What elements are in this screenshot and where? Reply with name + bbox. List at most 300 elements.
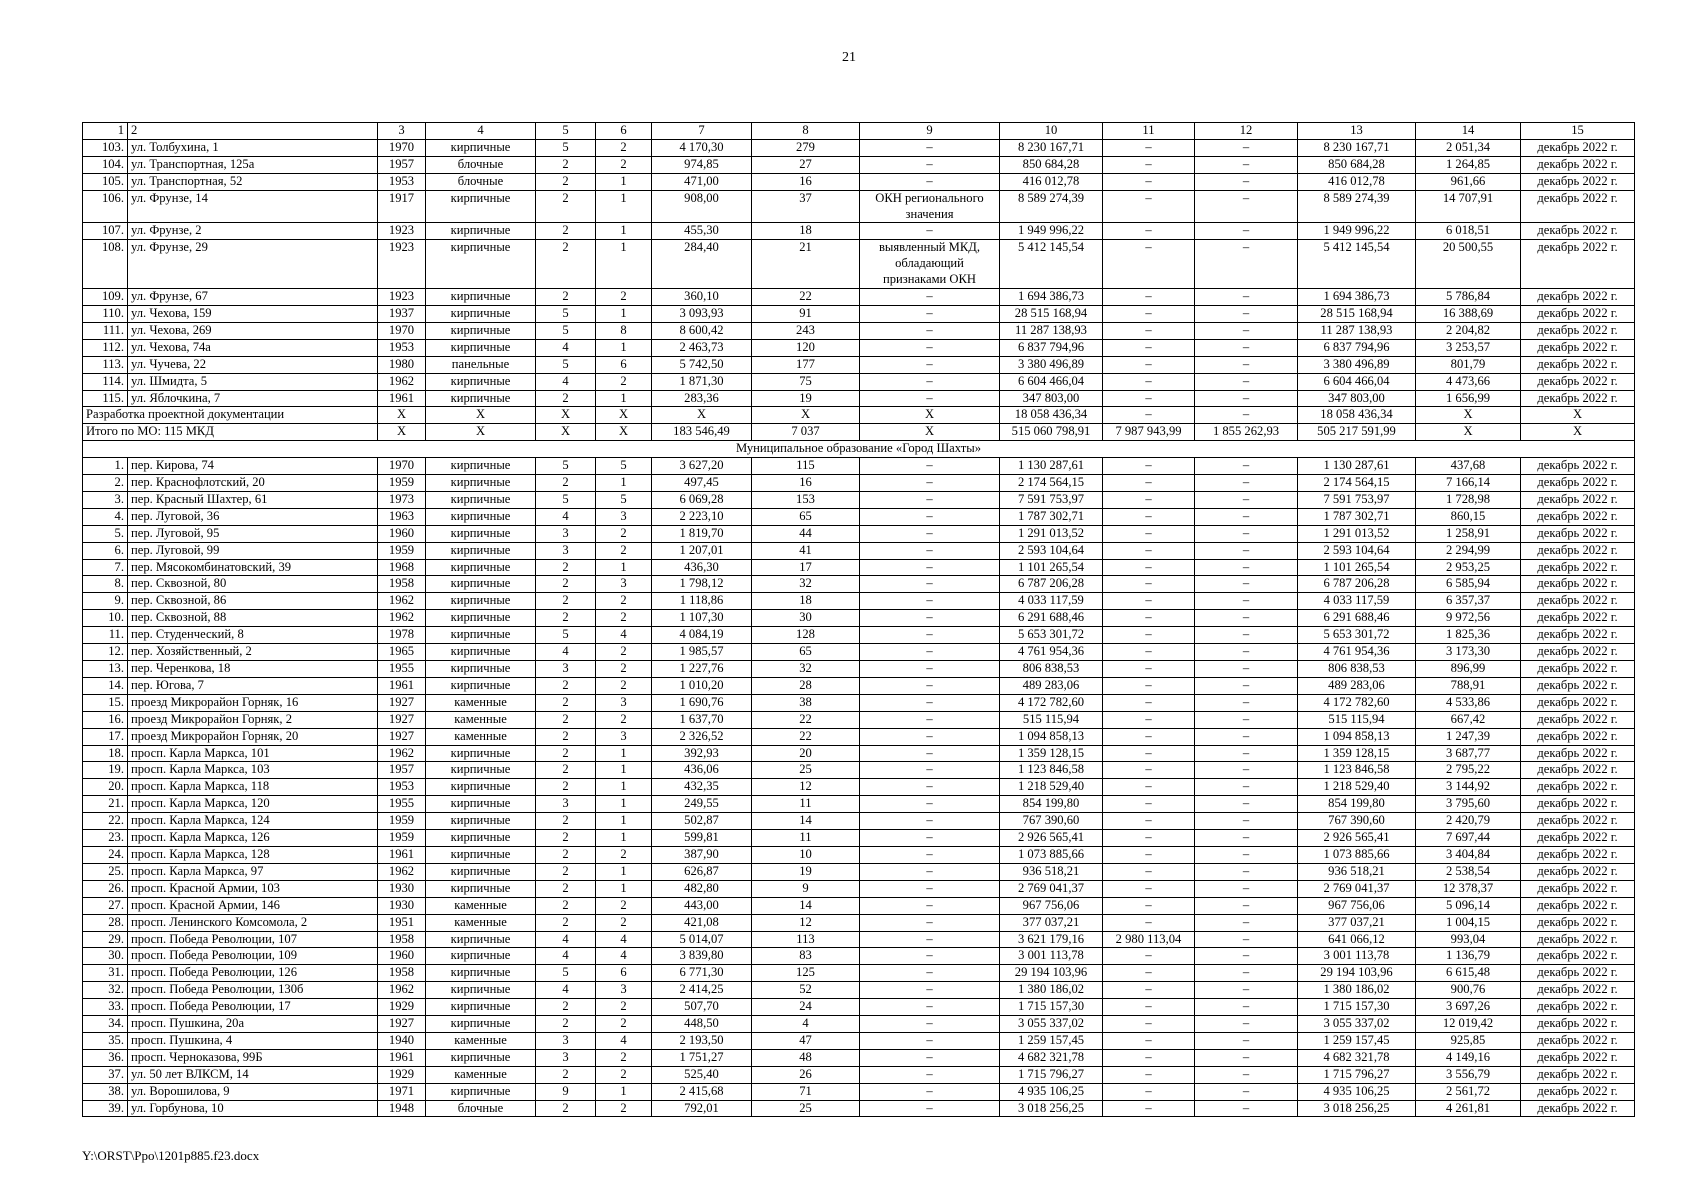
cell-col-14: 1 656,99 xyxy=(1416,390,1521,407)
cell-col-4: кирпичные xyxy=(426,931,536,948)
cell-col-9: – xyxy=(860,711,1000,728)
cell-col-5: 5 xyxy=(536,322,596,339)
cell-col-10: 4 761 954,36 xyxy=(1000,644,1103,661)
cell-col-13: 7 591 753,97 xyxy=(1298,491,1416,508)
cell-col-7: 1 798,12 xyxy=(652,576,752,593)
cell-col-15: декабрь 2022 г. xyxy=(1521,982,1635,999)
cell-col-12: – xyxy=(1195,610,1298,627)
cell-col-14: 1 825,36 xyxy=(1416,627,1521,644)
cell-col-6: 3 xyxy=(596,728,652,745)
cell-col-6: 2 xyxy=(596,542,652,559)
cell-col-8: 21 xyxy=(752,240,860,289)
cell-col-12: – xyxy=(1195,458,1298,475)
cell-col-14: 3 404,84 xyxy=(1416,846,1521,863)
cell-col-8: 22 xyxy=(752,711,860,728)
cell-col-1: 109. xyxy=(83,289,128,306)
cell-col-6: 2 xyxy=(596,373,652,390)
cell-col-8: 16 xyxy=(752,475,860,492)
cell-col-3: 1955 xyxy=(378,796,426,813)
cell-col-11: – xyxy=(1103,830,1195,847)
cell-col-12: – xyxy=(1195,390,1298,407)
cell-col-7: 507,70 xyxy=(652,999,752,1016)
cell-col-5: 3 xyxy=(536,796,596,813)
cell-col-4: кирпичные xyxy=(426,813,536,830)
cell-col-4: панельные xyxy=(426,356,536,373)
cell-col-8: 153 xyxy=(752,491,860,508)
cell-col-1: 11. xyxy=(83,627,128,644)
summary-cell-col-4: X xyxy=(426,407,536,424)
cell-col-10: 1 787 302,71 xyxy=(1000,508,1103,525)
cell-col-7: 448,50 xyxy=(652,1016,752,1033)
cell-col-7: 1 819,70 xyxy=(652,525,752,542)
cell-col-2: ул. Чехова, 269 xyxy=(128,322,378,339)
cell-col-6: 4 xyxy=(596,931,652,948)
cell-col-2: ул. Толбухина, 1 xyxy=(128,139,378,156)
cell-col-7: 502,87 xyxy=(652,813,752,830)
cell-col-8: 10 xyxy=(752,846,860,863)
cell-col-11: – xyxy=(1103,948,1195,965)
cell-col-15: декабрь 2022 г. xyxy=(1521,190,1635,223)
cell-col-7: 525,40 xyxy=(652,1066,752,1083)
cell-col-5: 2 xyxy=(536,289,596,306)
cell-col-6: 2 xyxy=(596,711,652,728)
footer-file-path: Y:\ORST\Ppo\1201p885.f23.docx xyxy=(82,1148,260,1163)
cell-col-1: 10. xyxy=(83,610,128,627)
cell-col-6: 1 xyxy=(596,1083,652,1100)
cell-col-8: 30 xyxy=(752,610,860,627)
cell-col-10: 10 xyxy=(1000,123,1103,140)
cell-col-4: блочные xyxy=(426,1100,536,1117)
cell-col-9: ОКН регионального значения xyxy=(860,190,1000,223)
cell-col-11: – xyxy=(1103,305,1195,322)
cell-col-7: 1 985,57 xyxy=(652,644,752,661)
cell-col-5: 2 xyxy=(536,880,596,897)
cell-col-3: 1963 xyxy=(378,508,426,525)
cell-col-3: 3 xyxy=(378,123,426,140)
cell-col-12: – xyxy=(1195,223,1298,240)
cell-col-15: декабрь 2022 г. xyxy=(1521,762,1635,779)
cell-col-1: 20. xyxy=(83,779,128,796)
cell-col-2: пер. Мясокомбинатовский, 39 xyxy=(128,559,378,576)
cell-col-6: 2 xyxy=(596,525,652,542)
cell-col-12: – xyxy=(1195,593,1298,610)
cell-col-14: 801,79 xyxy=(1416,356,1521,373)
cell-col-11: – xyxy=(1103,1032,1195,1049)
table-row xyxy=(83,139,1635,156)
cell-col-9: – xyxy=(860,491,1000,508)
cell-col-10: 3 018 256,25 xyxy=(1000,1100,1103,1117)
cell-col-5: 4 xyxy=(536,982,596,999)
cell-col-8: 14 xyxy=(752,813,860,830)
cell-col-13: 515 115,94 xyxy=(1298,711,1416,728)
cell-col-11: – xyxy=(1103,1066,1195,1083)
cell-col-6: 8 xyxy=(596,322,652,339)
cell-col-13: 1 073 885,66 xyxy=(1298,846,1416,863)
cell-col-5: 2 xyxy=(536,1016,596,1033)
cell-col-9: – xyxy=(860,796,1000,813)
cell-col-13: 850 684,28 xyxy=(1298,156,1416,173)
table-row xyxy=(83,914,1635,931)
cell-col-9: – xyxy=(860,982,1000,999)
table-row xyxy=(83,880,1635,897)
cell-col-3: 1962 xyxy=(378,982,426,999)
cell-col-5: 4 xyxy=(536,931,596,948)
cell-col-4: кирпичные xyxy=(426,779,536,796)
cell-col-15: декабрь 2022 г. xyxy=(1521,627,1635,644)
cell-col-8: 120 xyxy=(752,339,860,356)
section-heading-row xyxy=(83,441,1635,458)
cell-col-11: – xyxy=(1103,745,1195,762)
cell-col-14: 7 697,44 xyxy=(1416,830,1521,847)
cell-col-5: 2 xyxy=(536,559,596,576)
cell-col-1: 8. xyxy=(83,576,128,593)
cell-col-6: 1 xyxy=(596,223,652,240)
cell-col-14: 12 019,42 xyxy=(1416,1016,1521,1033)
cell-col-8: 41 xyxy=(752,542,860,559)
cell-col-2: просп. Победа Революции, 109 xyxy=(128,948,378,965)
cell-col-15: декабрь 2022 г. xyxy=(1521,779,1635,796)
cell-col-6: 2 xyxy=(596,999,652,1016)
cell-col-13: 1 101 265,54 xyxy=(1298,559,1416,576)
cell-col-4: кирпичные xyxy=(426,390,536,407)
cell-col-14: 961,66 xyxy=(1416,173,1521,190)
cell-col-6: 1 xyxy=(596,475,652,492)
cell-col-3: 1965 xyxy=(378,644,426,661)
cell-col-3: 1959 xyxy=(378,813,426,830)
cell-col-13: 6 604 466,04 xyxy=(1298,373,1416,390)
cell-col-15: декабрь 2022 г. xyxy=(1521,796,1635,813)
cell-col-11: – xyxy=(1103,897,1195,914)
cell-col-11: – xyxy=(1103,458,1195,475)
cell-col-5: 5 xyxy=(536,491,596,508)
table-row xyxy=(83,373,1635,390)
cell-col-1: 4. xyxy=(83,508,128,525)
cell-col-8: 48 xyxy=(752,1049,860,1066)
cell-col-7: 2 463,73 xyxy=(652,339,752,356)
cell-col-9: – xyxy=(860,475,1000,492)
cell-col-5: 5 xyxy=(536,139,596,156)
cell-col-13: 1 259 157,45 xyxy=(1298,1032,1416,1049)
cell-col-2: просп. Пушкина, 4 xyxy=(128,1032,378,1049)
cell-col-12: – xyxy=(1195,373,1298,390)
table-row xyxy=(83,796,1635,813)
cell-col-6: 2 xyxy=(596,897,652,914)
cell-col-3: 1961 xyxy=(378,1049,426,1066)
cell-col-3: 1917 xyxy=(378,190,426,223)
cell-col-11: – xyxy=(1103,846,1195,863)
cell-col-10: 1 218 529,40 xyxy=(1000,779,1103,796)
cell-col-5: 4 xyxy=(536,948,596,965)
cell-col-10: 850 684,28 xyxy=(1000,156,1103,173)
cell-col-13: 5 653 301,72 xyxy=(1298,627,1416,644)
cell-col-12: – xyxy=(1195,542,1298,559)
table-row xyxy=(83,339,1635,356)
cell-col-15: декабрь 2022 г. xyxy=(1521,576,1635,593)
cell-col-12: – xyxy=(1195,644,1298,661)
cell-col-15: 15 xyxy=(1521,123,1635,140)
cell-col-7: 6 771,30 xyxy=(652,965,752,982)
cell-col-1: 21. xyxy=(83,796,128,813)
cell-col-2: проезд Микрорайон Горняк, 20 xyxy=(128,728,378,745)
cell-col-12: – xyxy=(1195,796,1298,813)
cell-col-7: 1 010,20 xyxy=(652,677,752,694)
cell-col-13: 2 926 565,41 xyxy=(1298,830,1416,847)
cell-col-8: 22 xyxy=(752,728,860,745)
cell-col-3: 1923 xyxy=(378,223,426,240)
cell-col-5: 2 xyxy=(536,830,596,847)
cell-col-13: 4 682 321,78 xyxy=(1298,1049,1416,1066)
cell-col-5: 2 xyxy=(536,897,596,914)
cell-col-12: – xyxy=(1195,779,1298,796)
cell-col-12: – xyxy=(1195,813,1298,830)
cell-col-11: – xyxy=(1103,1016,1195,1033)
cell-col-12: – xyxy=(1195,863,1298,880)
cell-col-4: каменные xyxy=(426,711,536,728)
summary-cell-col-4: X xyxy=(426,424,536,441)
cell-col-10: 7 591 753,97 xyxy=(1000,491,1103,508)
cell-col-14: 4 473,66 xyxy=(1416,373,1521,390)
cell-col-9: – xyxy=(860,948,1000,965)
cell-col-14: 5 096,14 xyxy=(1416,897,1521,914)
cell-col-9: – xyxy=(860,644,1000,661)
cell-col-8: 16 xyxy=(752,173,860,190)
section-heading: Муниципальное образование «Город Шахты» xyxy=(83,441,1635,458)
cell-col-11: – xyxy=(1103,139,1195,156)
cell-col-11: – xyxy=(1103,559,1195,576)
cell-col-13: 2 769 041,37 xyxy=(1298,880,1416,897)
cell-col-13: 11 287 138,93 xyxy=(1298,322,1416,339)
cell-col-12: – xyxy=(1195,965,1298,982)
cell-col-12: – xyxy=(1195,190,1298,223)
cell-col-8: 44 xyxy=(752,525,860,542)
cell-col-10: 6 787 206,28 xyxy=(1000,576,1103,593)
cell-col-6: 2 xyxy=(596,1100,652,1117)
cell-col-7: 2 326,52 xyxy=(652,728,752,745)
cell-col-6: 1 xyxy=(596,813,652,830)
summary-cell-col-3: X xyxy=(378,407,426,424)
cell-col-9: – xyxy=(860,661,1000,678)
cell-col-14: 6 585,94 xyxy=(1416,576,1521,593)
table-row xyxy=(83,863,1635,880)
cell-col-8: 25 xyxy=(752,1100,860,1117)
cell-col-9: – xyxy=(860,1066,1000,1083)
cell-col-10: 1 359 128,15 xyxy=(1000,745,1103,762)
cell-col-4: кирпичные xyxy=(426,240,536,289)
cell-col-10: 347 803,00 xyxy=(1000,390,1103,407)
cell-col-3: 1962 xyxy=(378,373,426,390)
cell-col-4: кирпичные xyxy=(426,475,536,492)
cell-col-1: 7. xyxy=(83,559,128,576)
cell-col-1: 107. xyxy=(83,223,128,240)
cell-col-4: каменные xyxy=(426,914,536,931)
cell-col-4: кирпичные xyxy=(426,190,536,223)
cell-col-11: – xyxy=(1103,508,1195,525)
cell-col-8: 24 xyxy=(752,999,860,1016)
cell-col-2: ул. 50 лет ВЛКСМ, 14 xyxy=(128,1066,378,1083)
cell-col-15: декабрь 2022 г. xyxy=(1521,728,1635,745)
cell-col-4: кирпичные xyxy=(426,863,536,880)
cell-col-6: 1 xyxy=(596,863,652,880)
cell-col-2: просп. Карла Маркса, 120 xyxy=(128,796,378,813)
cell-col-1: 15. xyxy=(83,694,128,711)
cell-col-8: 128 xyxy=(752,627,860,644)
summary-cell-col-12: 1 855 262,93 xyxy=(1195,424,1298,441)
cell-col-12: – xyxy=(1195,931,1298,948)
cell-col-2: пер. Сквозной, 80 xyxy=(128,576,378,593)
cell-col-13: 28 515 168,94 xyxy=(1298,305,1416,322)
cell-col-5: 2 xyxy=(536,745,596,762)
cell-col-14: 3 556,79 xyxy=(1416,1066,1521,1083)
table-row xyxy=(83,610,1635,627)
cell-col-5: 3 xyxy=(536,525,596,542)
cell-col-9: – xyxy=(860,525,1000,542)
summary-cell-col-6: X xyxy=(596,407,652,424)
cell-col-12: – xyxy=(1195,1032,1298,1049)
cell-col-14: 1 264,85 xyxy=(1416,156,1521,173)
cell-col-9: – xyxy=(860,289,1000,306)
cell-col-13: 3 001 113,78 xyxy=(1298,948,1416,965)
cell-col-11: – xyxy=(1103,339,1195,356)
cell-col-5: 2 xyxy=(536,914,596,931)
cell-col-8: 11 xyxy=(752,830,860,847)
cell-col-12: – xyxy=(1195,491,1298,508)
cell-col-7: 1 690,76 xyxy=(652,694,752,711)
cell-col-5: 2 xyxy=(536,240,596,289)
cell-col-9: – xyxy=(860,593,1000,610)
cell-col-2: ул. Транспортная, 125а xyxy=(128,156,378,173)
cell-col-4: кирпичные xyxy=(426,677,536,694)
cell-col-11: – xyxy=(1103,390,1195,407)
cell-col-2: просп. Карла Маркса, 124 xyxy=(128,813,378,830)
cell-col-6: 5 xyxy=(596,491,652,508)
cell-col-14: 860,15 xyxy=(1416,508,1521,525)
table-row xyxy=(83,745,1635,762)
cell-col-3: 1970 xyxy=(378,322,426,339)
cell-col-9: – xyxy=(860,1049,1000,1066)
cell-col-4: кирпичные xyxy=(426,796,536,813)
cell-col-9: – xyxy=(860,576,1000,593)
cell-col-11: 11 xyxy=(1103,123,1195,140)
table-row xyxy=(83,762,1635,779)
table-row xyxy=(83,830,1635,847)
cell-col-1: 112. xyxy=(83,339,128,356)
cell-col-15: декабрь 2022 г. xyxy=(1521,694,1635,711)
cell-col-9: – xyxy=(860,813,1000,830)
cell-col-13: 767 390,60 xyxy=(1298,813,1416,830)
cell-col-4: кирпичные xyxy=(426,880,536,897)
cell-col-15: декабрь 2022 г. xyxy=(1521,289,1635,306)
cell-col-9: – xyxy=(860,139,1000,156)
cell-col-8: 14 xyxy=(752,897,860,914)
cell-col-6: 1 xyxy=(596,779,652,796)
summary-cell-col-15: X xyxy=(1521,424,1635,441)
cell-col-7: 1 207,01 xyxy=(652,542,752,559)
cell-col-5: 2 xyxy=(536,593,596,610)
cell-col-4: кирпичные xyxy=(426,525,536,542)
cell-col-4: кирпичные xyxy=(426,305,536,322)
cell-col-7: 4 084,19 xyxy=(652,627,752,644)
table-row xyxy=(83,711,1635,728)
cell-col-10: 1 101 265,54 xyxy=(1000,559,1103,576)
cell-col-7: 392,93 xyxy=(652,745,752,762)
cell-col-3: 1951 xyxy=(378,914,426,931)
cell-col-7: 2 414,25 xyxy=(652,982,752,999)
cell-col-15: декабрь 2022 г. xyxy=(1521,458,1635,475)
cell-col-15: декабрь 2022 г. xyxy=(1521,173,1635,190)
cell-col-6: 2 xyxy=(596,661,652,678)
cell-col-13: 806 838,53 xyxy=(1298,661,1416,678)
cell-col-1: 111. xyxy=(83,322,128,339)
cell-col-15: декабрь 2022 г. xyxy=(1521,677,1635,694)
summary-cell-col-12: – xyxy=(1195,407,1298,424)
cell-col-1: 110. xyxy=(83,305,128,322)
cell-col-3: 1929 xyxy=(378,999,426,1016)
cell-col-2: пер. Краснофлотский, 20 xyxy=(128,475,378,492)
cell-col-10: 5 412 145,54 xyxy=(1000,240,1103,289)
cell-col-8: 113 xyxy=(752,931,860,948)
cell-col-5: 2 xyxy=(536,728,596,745)
table-row xyxy=(83,576,1635,593)
cell-col-8: 47 xyxy=(752,1032,860,1049)
cell-col-14: 1 004,15 xyxy=(1416,914,1521,931)
cell-col-14: 900,76 xyxy=(1416,982,1521,999)
cell-col-4: кирпичные xyxy=(426,846,536,863)
cell-col-10: 2 593 104,64 xyxy=(1000,542,1103,559)
table-row xyxy=(83,156,1635,173)
cell-col-10: 854 199,80 xyxy=(1000,796,1103,813)
cell-col-8: 12 xyxy=(752,779,860,796)
cell-col-14: 6 615,48 xyxy=(1416,965,1521,982)
cell-col-12: – xyxy=(1195,1100,1298,1117)
cell-col-7: 284,40 xyxy=(652,240,752,289)
cell-col-7: 7 xyxy=(652,123,752,140)
cell-col-5: 2 xyxy=(536,711,596,728)
cell-col-9: – xyxy=(860,931,1000,948)
cell-col-9: – xyxy=(860,373,1000,390)
cell-col-3: 1961 xyxy=(378,390,426,407)
cell-col-13: 2 593 104,64 xyxy=(1298,542,1416,559)
cell-col-7: 2 193,50 xyxy=(652,1032,752,1049)
cell-col-11: – xyxy=(1103,813,1195,830)
cell-col-7: 626,87 xyxy=(652,863,752,880)
table-header-row xyxy=(83,123,1635,140)
cell-col-7: 1 637,70 xyxy=(652,711,752,728)
cell-col-7: 443,00 xyxy=(652,897,752,914)
cell-col-8: 83 xyxy=(752,948,860,965)
cell-col-11: – xyxy=(1103,190,1195,223)
cell-col-8: 22 xyxy=(752,289,860,306)
cell-col-12: – xyxy=(1195,356,1298,373)
cell-col-10: 6 604 466,04 xyxy=(1000,373,1103,390)
cell-col-3: 1961 xyxy=(378,677,426,694)
cell-col-14: 7 166,14 xyxy=(1416,475,1521,492)
cell-col-2: просп. Черноказова, 99Б xyxy=(128,1049,378,1066)
cell-col-13: 6 291 688,46 xyxy=(1298,610,1416,627)
table-row xyxy=(83,475,1635,492)
cell-col-15: декабрь 2022 г. xyxy=(1521,880,1635,897)
cell-col-5: 5 xyxy=(536,305,596,322)
cell-col-14: 993,04 xyxy=(1416,931,1521,948)
cell-col-13: 416 012,78 xyxy=(1298,173,1416,190)
cell-col-12: – xyxy=(1195,525,1298,542)
cell-col-12: – xyxy=(1195,139,1298,156)
table-row xyxy=(83,677,1635,694)
cell-col-10: 1 073 885,66 xyxy=(1000,846,1103,863)
cell-col-13: 1 787 302,71 xyxy=(1298,508,1416,525)
cell-col-1: 106. xyxy=(83,190,128,223)
cell-col-2: пер. Студенческий, 8 xyxy=(128,627,378,644)
cell-col-3: 1958 xyxy=(378,931,426,948)
